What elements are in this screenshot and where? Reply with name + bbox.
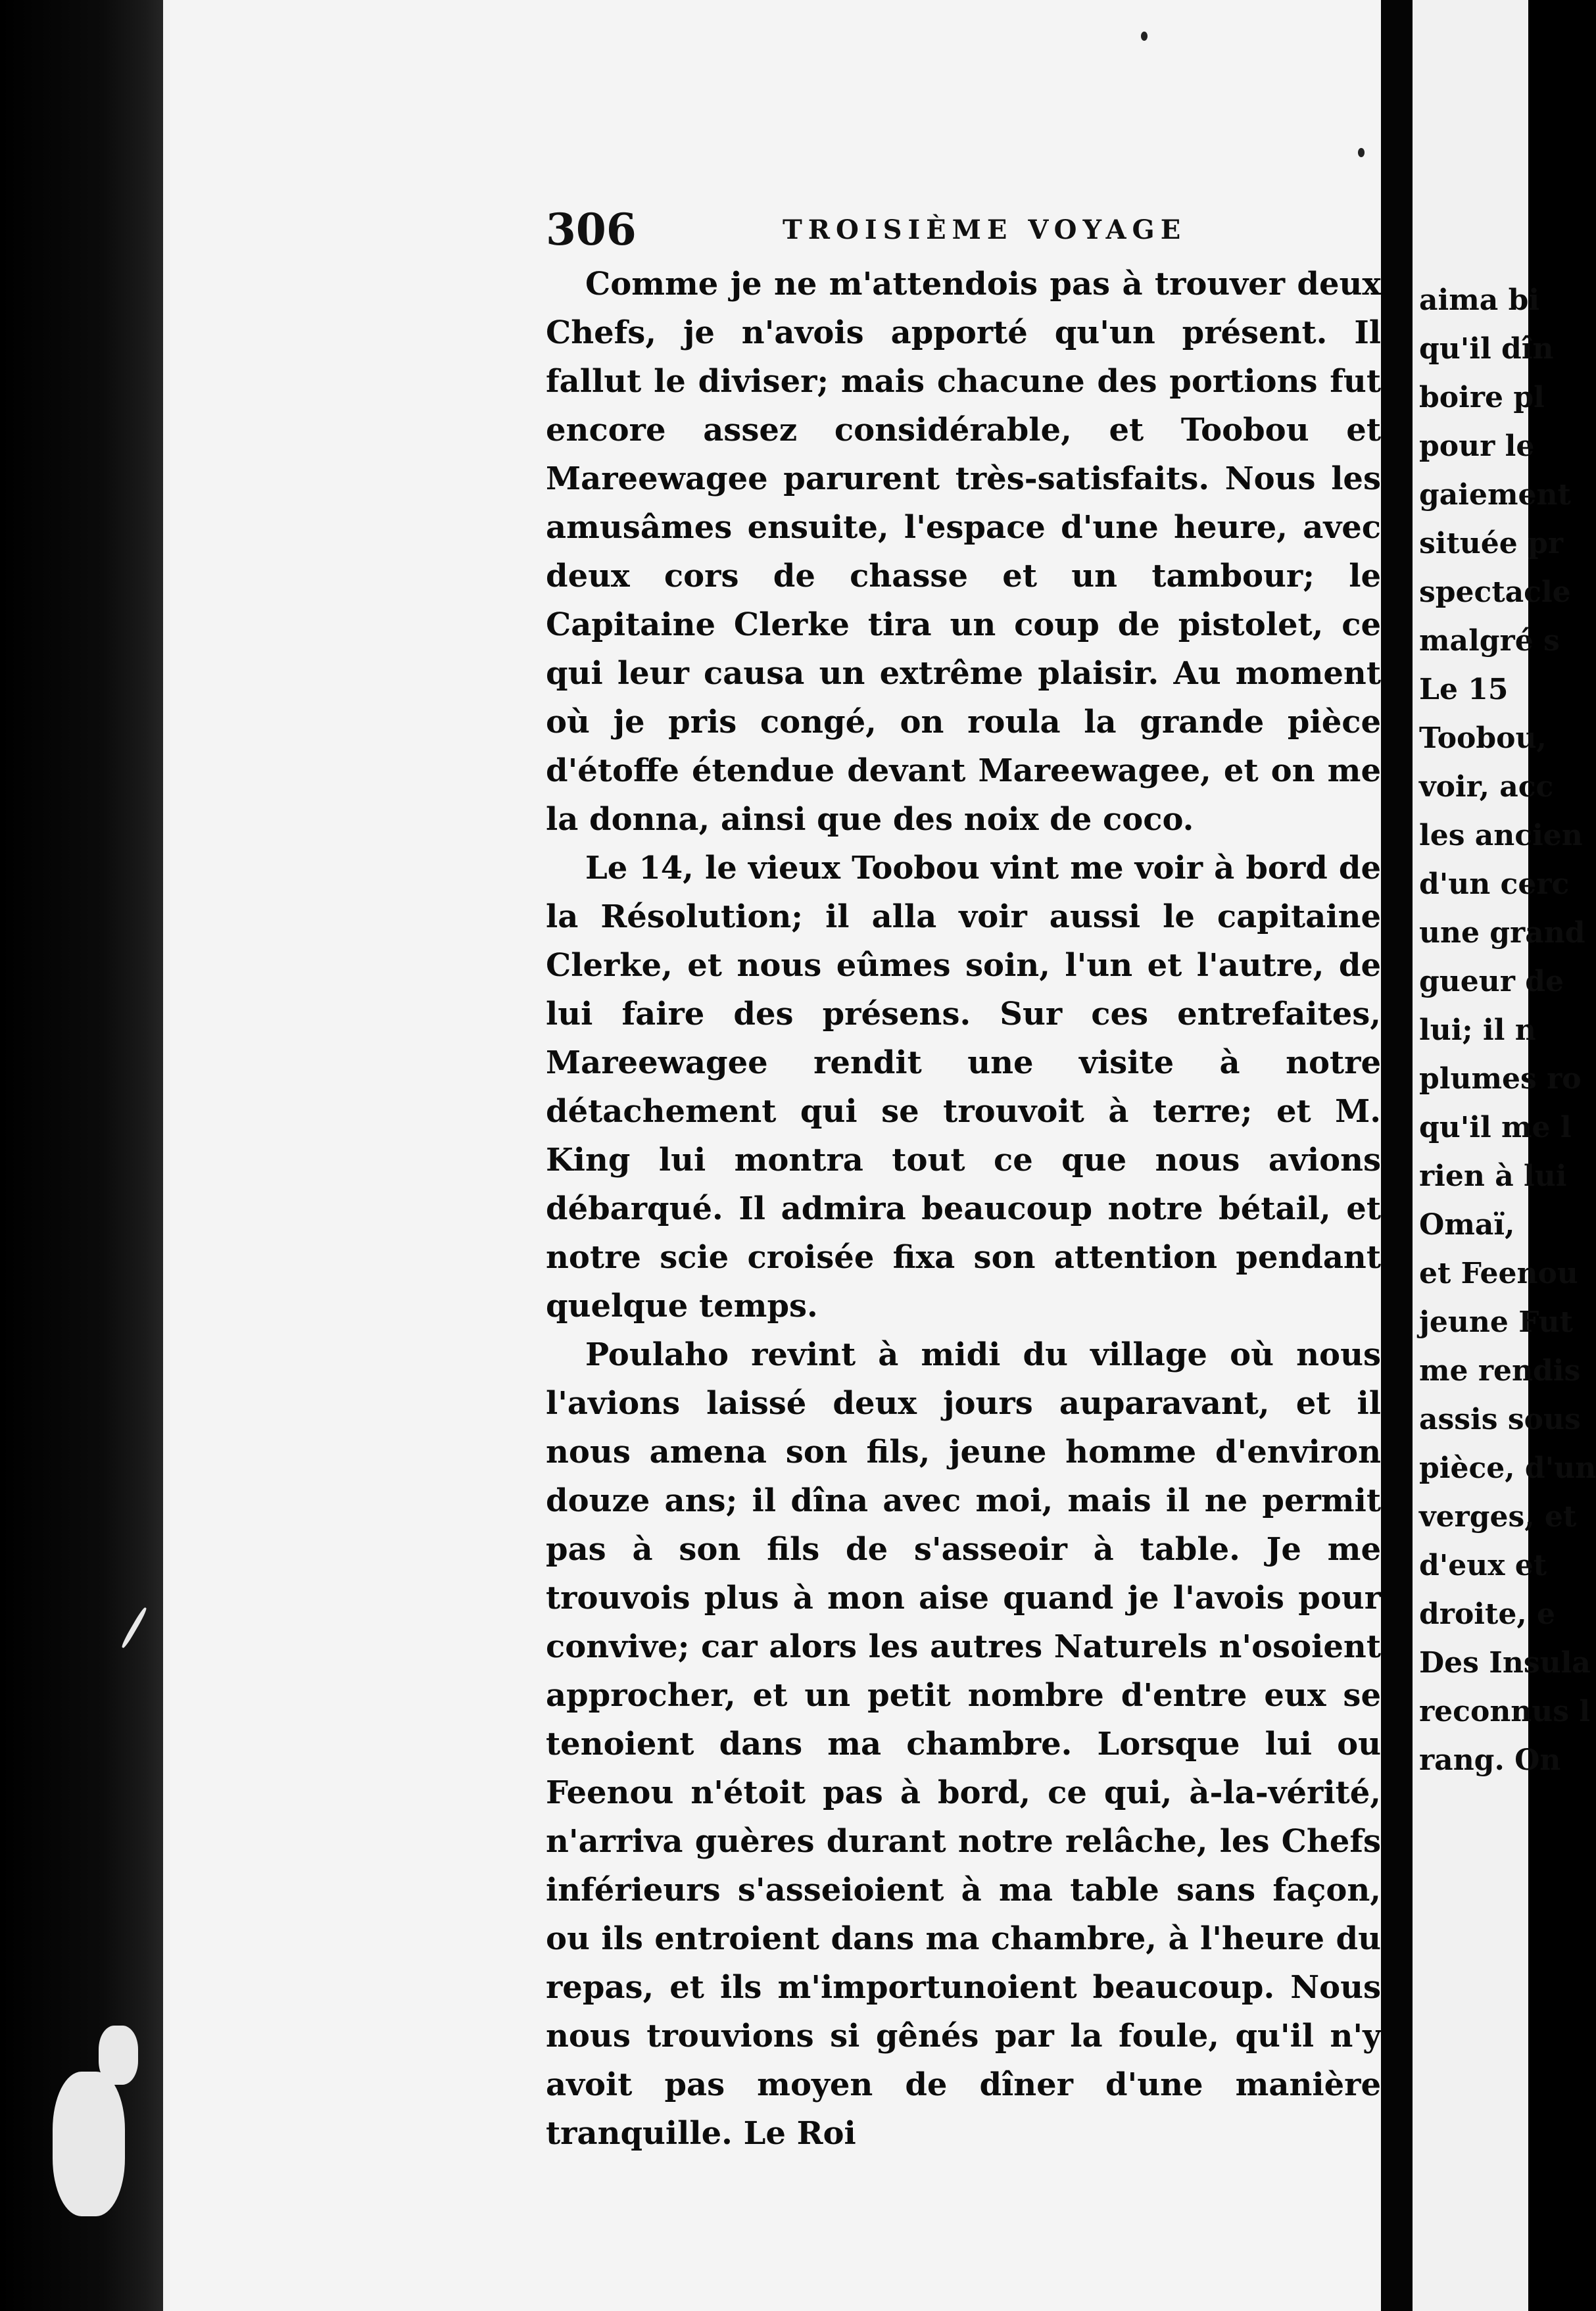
facing-line: lui; il n	[1419, 1013, 1536, 1047]
facing-line: située pr	[1419, 527, 1564, 560]
facing-line: verges, et	[1419, 1500, 1577, 1534]
facing-line: gaiement	[1419, 478, 1571, 512]
ink-speck	[1141, 32, 1148, 41]
page-gutter	[1381, 0, 1413, 2311]
facing-line: Omaï,	[1419, 1208, 1515, 1242]
paragraph: Comme je ne m'attendois pas à trouver deux Chefs, je n'avois apporté qu'un présent. Il fallut le diviser; mais chacune des portions fut encore assez considérable, et Toobou et Mareewagee parurent très-satisfaits. Nous les amusâmes ensuite, l'espace d'une heure, avec deux cors de chasse et un tambour; le Capitaine Clerke tira un coup de pistolet, ce qui leur causa un extrême plaisir. Au moment où je pris congé, on roula la grande pièce d'étoffe étendue devant Mareewagee, et on me la donna, ainsi que des noix de coco.	[546, 266, 1381, 838]
facing-line: voir, acc	[1419, 770, 1554, 804]
running-title: TROISIÈME VOYAGE	[783, 214, 1187, 245]
facing-line: spectacle	[1419, 575, 1571, 609]
facing-line: d'eux et	[1419, 1549, 1547, 1582]
facing-line: gueur de	[1419, 965, 1564, 998]
spine-damage-mark	[99, 2026, 138, 2085]
facing-page-text	[1419, 276, 1596, 1785]
paragraph: Poulaho revint à midi du village où nous l'avions laissé deux jours auparavant, et il nous amena son fils, jeune homme d'environ douze ans; il dîna avec moi, mais il ne permit pas à son fils de s'asseoir à table. Je me trouvois plus à mon aise quand je l'avois pour convive; car alors les autres Naturels n'osoient approcher, et un petit nombre d'entre eux se tenoient dans ma chambre. Lorsque lui ou Feenou n'étoit pas à bord, ce qui, à-la-vérité, n'arriva guères durant notre relâche, les Chefs inférieurs s'asseioient à ma table sans façon, ou ils entroient dans ma chambre, à l'heure du repas, et ils m'importunoient beaucoup. Nous nous trouvions si gênés par la foule, qu'il n'y avoit pas moyen de dîner d'une manière tranquille. Le Roi	[546, 1336, 1381, 2152]
facing-line: plumes ro	[1419, 1062, 1582, 1096]
facing-line: malgré s	[1419, 624, 1560, 658]
facing-line: Le 15	[1419, 673, 1509, 706]
facing-line: Toobou,	[1419, 721, 1547, 755]
facing-line: qu'il me l	[1419, 1111, 1572, 1144]
facing-line: et Feenou	[1419, 1257, 1578, 1290]
facing-line: d'un cerc	[1419, 867, 1570, 901]
facing-line: les ancien	[1419, 819, 1583, 852]
facing-line: droite, e	[1419, 1597, 1555, 1631]
facing-line: rang. On	[1419, 1743, 1561, 1777]
body-text	[546, 260, 1381, 2158]
page-number: 306	[546, 204, 637, 255]
spine-damage-mark	[53, 2072, 125, 2216]
paragraph: Le 14, le vieux Toobou vint me voir à bord de la Résolution; il alla voir aussi le capitaine Clerke, et nous eûmes soin, l'un et l'autre, de lui faire des présens. Sur ces entrefaites, Mareewagee rendit une visite à notre détachement qui se trouvoit à terre; et M. King lui montra tout ce que nous avions débarqué. Il admira beaucoup notre bétail, et notre scie croisée fixa son attention pendant quelque temps.	[546, 850, 1381, 1325]
facing-line: pièce, d'un	[1419, 1451, 1596, 1485]
facing-line: aima bi	[1419, 283, 1540, 317]
facing-line: jeune Fut	[1419, 1305, 1573, 1339]
ink-speck	[1358, 148, 1365, 157]
facing-line: Des Insula	[1419, 1646, 1591, 1680]
facing-line: une grand	[1419, 916, 1585, 950]
facing-line: reconnus l	[1419, 1695, 1591, 1728]
facing-line: me rendis	[1419, 1354, 1581, 1388]
facing-line: assis sous	[1419, 1403, 1581, 1436]
running-head	[546, 204, 1374, 263]
facing-line: pour le	[1419, 429, 1535, 463]
book-spine	[0, 0, 171, 2311]
spine-damage-mark	[120, 1607, 148, 1649]
facing-line: qu'il dîn	[1419, 332, 1554, 366]
facing-line: boire pl	[1419, 381, 1545, 414]
facing-line: rien à lui	[1419, 1159, 1567, 1193]
